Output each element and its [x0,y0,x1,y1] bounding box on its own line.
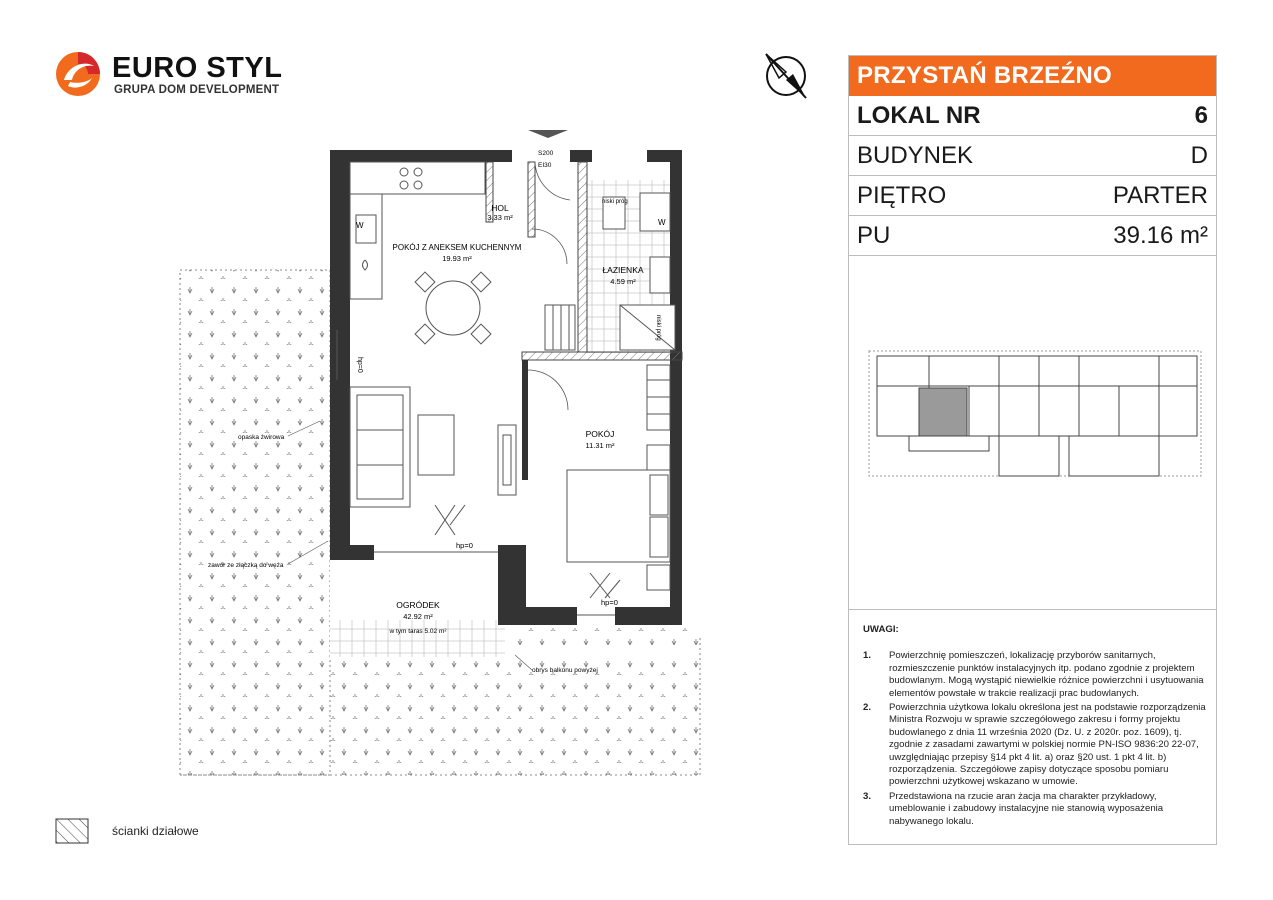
coffee-table [418,415,454,475]
building-key-plan [859,346,1209,506]
note-number: 3. [863,790,872,802]
info-value-area: 39.16 m² [1113,221,1208,249]
floor-plan [160,125,720,785]
gravel-strip-label: opaska żwirowa [238,434,285,441]
window-hp-label-1: hp=0 [356,357,363,373]
sofa [350,387,410,507]
notes-section [863,624,1208,830]
info-row-floor [849,176,1216,216]
room-area-living: 19.93 m² [442,254,472,263]
partition-legend-swatch [55,818,89,844]
room-area-garden: 42.92 m² [403,612,433,621]
room-area-bedroom: 11.31 m² [585,441,615,450]
room-name-bedroom: POKÓJ [585,429,615,439]
hall-wardrobe [545,305,575,350]
note-text: Przedstawiona na rzucie aran żacja ma charakter przykładowy, umeblowanie i zabudowy instalacyjne nie stanowią wyposażenia nabywanego lokalu. [889,790,1164,827]
note-item [863,650,1208,700]
room-name-living: POKÓJ Z ANEKSEM KUCHENNYM [392,243,522,252]
note-text: Powierzchnię pomieszczeń, lokalizację przyborów sanitarnych, rozmieszczenie punktów instalacyjnych itp. podano zgodnie z projektem budowlanym. Mogą wystąpić niewielkie różnice powierzchni i usytuowania elementów powstałe w trakcie realizacji prac budowlanych. [889,650,1204,699]
note-number: 2. [863,702,872,714]
balcony-outline-label: obrys balkonu powyżej [532,667,598,674]
brand-name: EURO STYL [112,52,283,84]
euro-styl-logo-icon [54,50,102,98]
dining-table [415,272,491,344]
info-label-floor: PIĘTRO [857,181,947,209]
brand-logo [54,50,294,104]
door-label-ei30: EI30 [538,162,552,169]
brand-subtitle: GRUPA DOM DEVELOPMENT [114,84,280,96]
info-value-floor: PARTER [1112,181,1208,209]
note-number: 1. [863,650,872,662]
window-hp-label-3: hp=0 [601,598,618,607]
note-text: Powierzchnia użytkowa lokalu określona jest na podstawie rozporządzenia Ministra Rozwoju w sprawie szczegółowego zakresu i formy projektu budowlanego z dnia 11 września 2020 (Dz. U. z 2020r. poz. 1609), tj. zgodnie z zasadami zawartymi w polskiej normie PN-ISO 9836:20 22-07, uwzględniając przepisy §14 pkt 4 lit. a) oraz §20 ust. 1 pkt 4 lit. b) rozporządzenia. Szczegółowe zapisy dotyczące sposobu pomiaru powierzchni użytkowej wskazano w umowie. [889,702,1206,788]
room-area-bathroom: 4.59 m² [610,277,636,286]
window-hp-label-2: hp=0 [456,541,473,550]
notes-heading: UWAGI: [863,624,899,635]
info-value-unit: 6 [1194,101,1208,129]
info-row-unit [849,96,1216,136]
room-name-garden: OGRÓDEK [396,600,440,610]
legend-label: ścianki działowe [112,824,199,838]
north-arrow-icon [760,50,812,102]
info-label-unit: LOKAL NR [857,101,981,129]
door-label-s200: S200 [538,150,554,157]
info-row-building [849,136,1216,176]
bedroom-partition [522,360,528,480]
info-label-building: BUDYNEK [857,141,974,169]
project-title: PRZYSTAŃ BRZEŹNO [849,56,1216,96]
note-item [863,791,1208,828]
tv-cabinet [498,425,516,495]
washer-label: W [658,218,666,227]
hose-valve-label: zawór ze złączką do węża [208,562,284,569]
key-plan-highlight [919,388,967,436]
room-name-hol: HOL [491,203,509,213]
info-row-area [849,216,1216,256]
room-name-bathroom: ŁAZIENKA [602,265,644,275]
garden-note: w tym taras 5.02 m² [389,628,447,635]
room-area-hol: 3.33 m² [487,213,513,222]
info-value-building: D [1190,141,1208,169]
entrance-arrow-icon [528,130,568,138]
water-meter-label: W [356,221,364,230]
low-sill-label-2: niski próg [655,315,661,341]
info-label-area: PU [857,221,891,249]
apartment-info-panel [848,55,1217,845]
low-sill-label-1: niski próg [602,199,628,205]
note-item [863,702,1208,789]
